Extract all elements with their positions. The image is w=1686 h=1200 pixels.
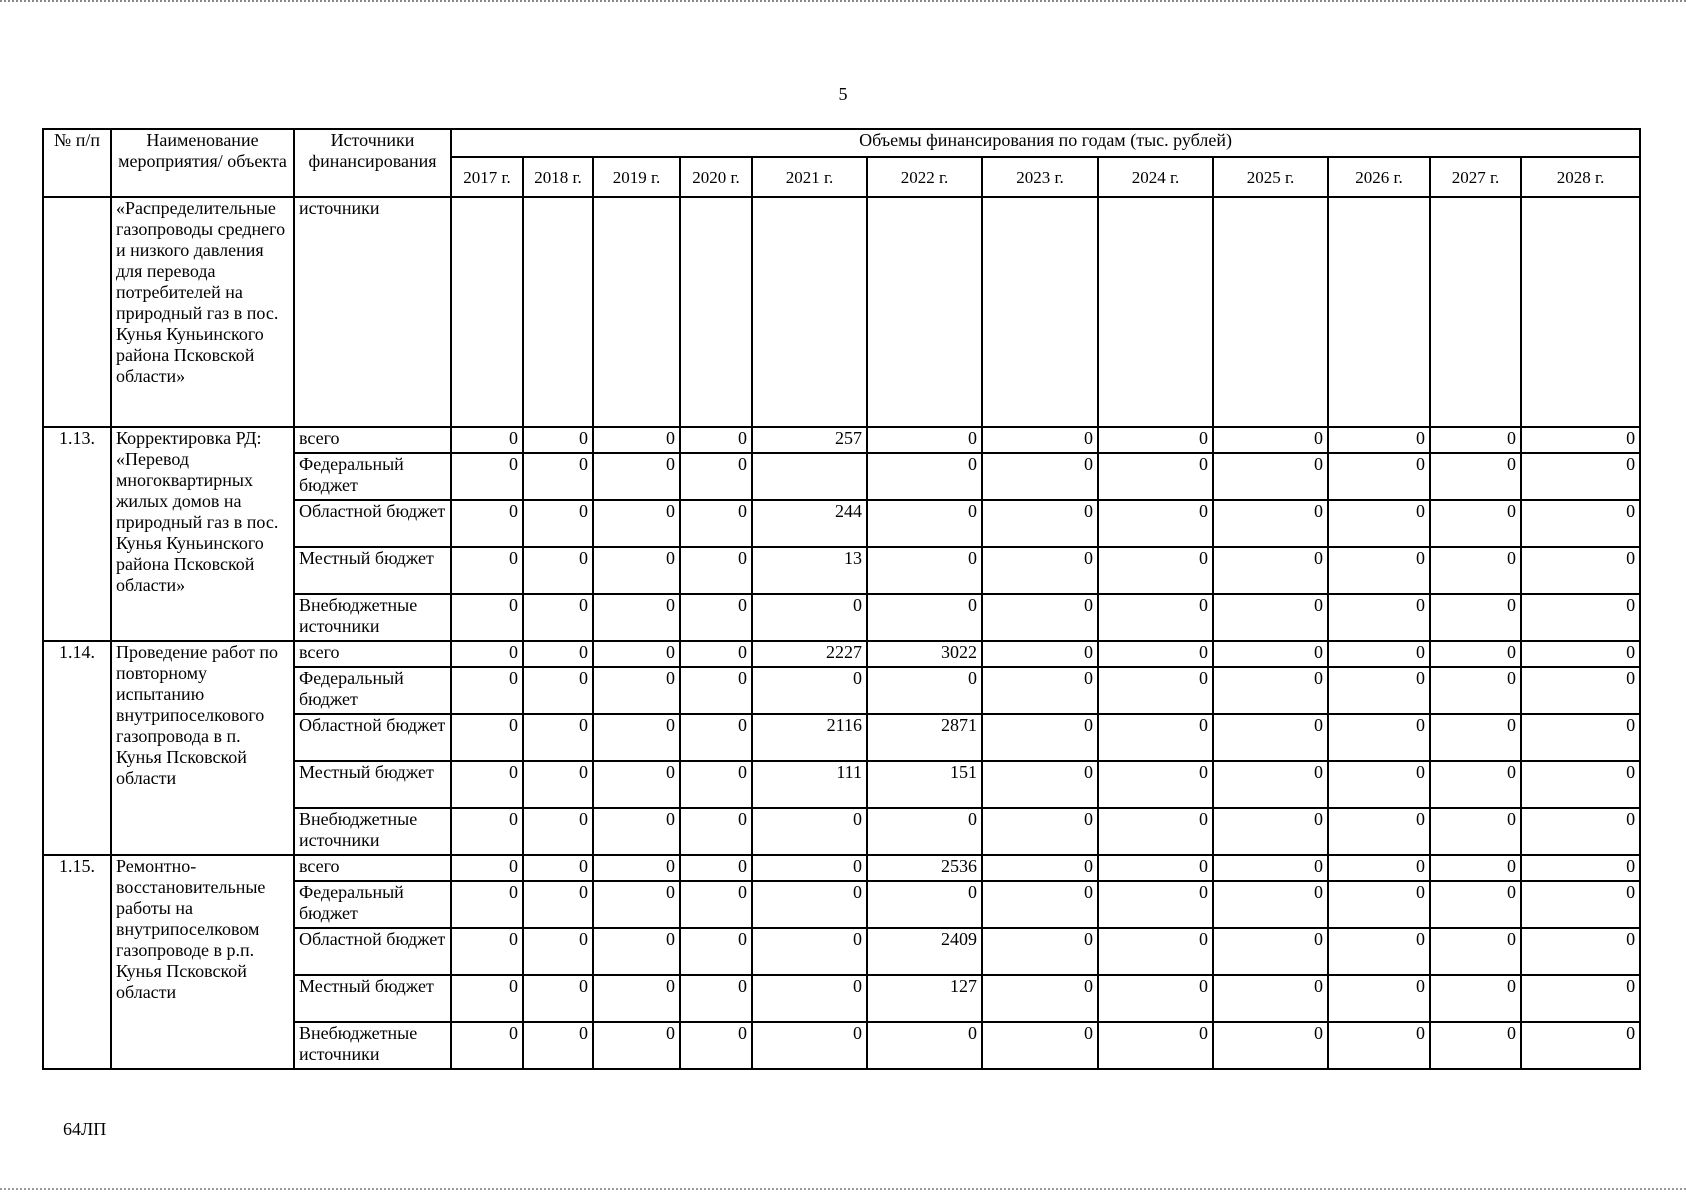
value-cell: 0 (982, 761, 1098, 808)
scan-edge-top (0, 0, 1686, 8)
source-cell: Внебюджетные источники (294, 594, 451, 641)
value-cell: 0 (1430, 855, 1521, 881)
value-cell: 0 (523, 1022, 593, 1069)
table-header (43, 129, 1640, 197)
value-cell: 0 (752, 928, 867, 975)
header-year-2028: 2028 г. (1521, 157, 1640, 197)
value-cell: 0 (1213, 1022, 1328, 1069)
continuation-empty-cell (982, 197, 1098, 427)
header-number: № п/п (43, 129, 111, 197)
source-cell: Областной бюджет (294, 714, 451, 761)
table-row (43, 427, 1640, 453)
value-cell: 0 (451, 1022, 523, 1069)
value-cell: 0 (1098, 714, 1213, 761)
header-financing-group: Объемы финансирования по годам (тыс. рублей) (451, 129, 1640, 157)
value-cell: 0 (680, 808, 752, 855)
value-cell: 0 (523, 594, 593, 641)
value-cell: 0 (1098, 761, 1213, 808)
value-cell: 0 (1521, 928, 1640, 975)
value-cell: 0 (1328, 547, 1430, 594)
value-cell: 0 (451, 975, 523, 1022)
source-cell: всего (294, 641, 451, 667)
continuation-empty-cell (680, 197, 752, 427)
table-row (43, 855, 1640, 881)
source-cell: Местный бюджет (294, 547, 451, 594)
value-cell: 0 (982, 500, 1098, 547)
value-cell: 0 (451, 928, 523, 975)
header-year-2024: 2024 г. (1098, 157, 1213, 197)
value-cell: 0 (1098, 594, 1213, 641)
header-year-2023: 2023 г. (982, 157, 1098, 197)
value-cell: 0 (982, 975, 1098, 1022)
value-cell: 0 (451, 714, 523, 761)
value-cell: 0 (1521, 1022, 1640, 1069)
value-cell: 0 (1098, 808, 1213, 855)
value-cell: 0 (752, 808, 867, 855)
continuation-empty-cell (752, 197, 867, 427)
value-cell: 0 (982, 928, 1098, 975)
value-cell: 0 (752, 1022, 867, 1069)
header-year-2026: 2026 г. (1328, 157, 1430, 197)
value-cell: 0 (1328, 714, 1430, 761)
value-cell: 0 (680, 547, 752, 594)
value-cell: 0 (1328, 928, 1430, 975)
value-cell: 0 (680, 427, 752, 453)
item-name-cell: Корректировка РД: «Перевод многоквартирных жилых домов на природный газ в пос. Кунья Куньинского района Псковской области» (111, 427, 294, 641)
value-cell: 0 (982, 808, 1098, 855)
value-cell: 0 (523, 547, 593, 594)
value-cell: 0 (1521, 667, 1640, 714)
value-cell: 0 (451, 427, 523, 453)
item-name-cell: Ремонтно-восстановительные работы на внутрипоселковом газопроводе в р.п. Кунья Псковской области (111, 855, 294, 1069)
value-cell: 0 (1213, 928, 1328, 975)
header-year-2019: 2019 г. (593, 157, 680, 197)
value-cell: 0 (593, 928, 680, 975)
source-cell: Федеральный бюджет (294, 667, 451, 714)
table-body (43, 197, 1640, 1069)
header-year-2020: 2020 г. (680, 157, 752, 197)
value-cell: 0 (1213, 881, 1328, 928)
value-cell: 0 (523, 641, 593, 667)
value-cell: 0 (867, 427, 982, 453)
source-cell: Федеральный бюджет (294, 881, 451, 928)
item-number-cell: 1.13. (43, 427, 111, 641)
value-cell: 0 (451, 641, 523, 667)
header-year-2027: 2027 г. (1430, 157, 1521, 197)
source-cell: Внебюджетные источники (294, 1022, 451, 1069)
value-cell: 0 (1098, 881, 1213, 928)
value-cell: 0 (680, 500, 752, 547)
value-cell: 0 (1521, 500, 1640, 547)
value-cell: 0 (523, 427, 593, 453)
value-cell: 0 (867, 808, 982, 855)
value-cell: 0 (1213, 500, 1328, 547)
value-cell: 0 (451, 453, 523, 500)
value-cell: 0 (1430, 427, 1521, 453)
value-cell: 13 (752, 547, 867, 594)
value-cell: 0 (1521, 594, 1640, 641)
value-cell: 0 (867, 500, 982, 547)
value-cell: 0 (982, 1022, 1098, 1069)
value-cell: 0 (593, 975, 680, 1022)
financing-table (42, 128, 1641, 1070)
value-cell: 0 (593, 808, 680, 855)
value-cell: 0 (867, 453, 982, 500)
value-cell: 0 (1098, 855, 1213, 881)
value-cell: 0 (1098, 547, 1213, 594)
value-cell: 0 (593, 547, 680, 594)
value-cell: 0 (1328, 594, 1430, 641)
value-cell: 0 (593, 714, 680, 761)
value-cell: 0 (593, 594, 680, 641)
value-cell: 0 (593, 1022, 680, 1069)
value-cell: 244 (752, 500, 867, 547)
value-cell: 0 (982, 427, 1098, 453)
value-cell: 0 (1430, 500, 1521, 547)
header-year-2022: 2022 г. (867, 157, 982, 197)
value-cell: 0 (1098, 975, 1213, 1022)
value-cell: 0 (752, 975, 867, 1022)
value-cell: 0 (451, 881, 523, 928)
continuation-source-cell: источники (294, 197, 451, 427)
value-cell: 0 (1328, 500, 1430, 547)
value-cell: 0 (982, 641, 1098, 667)
table-row (43, 641, 1640, 667)
item-number-cell: 1.15. (43, 855, 111, 1069)
value-cell: 0 (1213, 855, 1328, 881)
value-cell: 0 (1430, 975, 1521, 1022)
value-cell: 0 (680, 453, 752, 500)
value-cell: 0 (1521, 881, 1640, 928)
source-cell: Внебюджетные источники (294, 808, 451, 855)
value-cell: 0 (680, 667, 752, 714)
value-cell: 0 (523, 975, 593, 1022)
source-cell: Местный бюджет (294, 761, 451, 808)
value-cell: 151 (867, 761, 982, 808)
item-name-cell: Проведение работ по повторному испытанию внутрипоселкового газопровода в п. Кунья Псковской области (111, 641, 294, 855)
value-cell: 0 (1430, 453, 1521, 500)
value-cell: 0 (1328, 808, 1430, 855)
value-cell: 0 (752, 881, 867, 928)
value-cell: 0 (593, 500, 680, 547)
value-cell: 0 (523, 453, 593, 500)
value-cell: 0 (752, 667, 867, 714)
value-cell: 0 (593, 761, 680, 808)
value-cell: 0 (982, 453, 1098, 500)
value-cell: 0 (523, 881, 593, 928)
value-cell: 0 (523, 855, 593, 881)
continuation-empty-cell (1328, 197, 1430, 427)
continuation-empty-cell (1213, 197, 1328, 427)
header-name: Наименование мероприятия/ объекта (111, 129, 294, 197)
value-cell: 0 (1098, 641, 1213, 667)
value-cell: 0 (451, 761, 523, 808)
value-cell: 0 (1098, 500, 1213, 547)
value-cell: 0 (680, 855, 752, 881)
value-cell: 0 (1213, 453, 1328, 500)
value-cell: 0 (523, 667, 593, 714)
document-code: 64ЛП (63, 1119, 107, 1139)
header-year-2017: 2017 г. (451, 157, 523, 197)
value-cell: 0 (451, 855, 523, 881)
value-cell: 0 (451, 547, 523, 594)
value-cell: 0 (1098, 453, 1213, 500)
value-cell: 0 (1098, 667, 1213, 714)
value-cell: 0 (1328, 453, 1430, 500)
value-cell: 0 (752, 594, 867, 641)
value-cell: 0 (1098, 1022, 1213, 1069)
value-cell: 0 (523, 928, 593, 975)
value-cell: 0 (523, 500, 593, 547)
value-cell: 0 (593, 855, 680, 881)
value-cell: 0 (1328, 761, 1430, 808)
value-cell: 0 (1328, 667, 1430, 714)
value-cell: 0 (1430, 594, 1521, 641)
value-cell: 0 (1213, 427, 1328, 453)
value-cell: 0 (1328, 855, 1430, 881)
header-year-2018: 2018 г. (523, 157, 593, 197)
value-cell: 0 (1328, 1022, 1430, 1069)
value-cell: 0 (982, 667, 1098, 714)
continuation-empty-cell (1430, 197, 1521, 427)
value-cell: 0 (1521, 808, 1640, 855)
value-cell: 0 (593, 667, 680, 714)
value-cell: 0 (1521, 547, 1640, 594)
value-cell: 0 (1328, 427, 1430, 453)
value-cell: 0 (1430, 1022, 1521, 1069)
value-cell: 0 (593, 453, 680, 500)
source-cell: Федеральный бюджет (294, 453, 451, 500)
value-cell: 0 (680, 761, 752, 808)
value-cell: 0 (1521, 855, 1640, 881)
value-cell: 0 (1213, 808, 1328, 855)
value-cell: 0 (752, 855, 867, 881)
value-cell: 0 (680, 881, 752, 928)
value-cell: 0 (982, 881, 1098, 928)
value-cell: 0 (1430, 808, 1521, 855)
value-cell: 0 (867, 881, 982, 928)
value-cell: 0 (1521, 975, 1640, 1022)
value-cell: 0 (680, 975, 752, 1022)
value-cell: 0 (1521, 453, 1640, 500)
value-cell: 0 (867, 594, 982, 641)
value-cell: 0 (982, 855, 1098, 881)
value-cell: 0 (867, 547, 982, 594)
value-cell: 0 (523, 808, 593, 855)
value-cell: 0 (1213, 761, 1328, 808)
value-cell: 0 (1213, 714, 1328, 761)
value-cell: 0 (680, 928, 752, 975)
continuation-empty-cell (1098, 197, 1213, 427)
value-cell: 2536 (867, 855, 982, 881)
value-cell: 0 (1328, 641, 1430, 667)
value-cell: 0 (1098, 427, 1213, 453)
value-cell: 0 (593, 881, 680, 928)
value-cell: 0 (1521, 761, 1640, 808)
value-cell: 0 (1328, 975, 1430, 1022)
scan-edge-bottom (0, 1188, 1686, 1196)
value-cell: 0 (680, 594, 752, 641)
continuation-name-cell: «Распределительные газопроводы среднего и низкого давления для перевода потребителей на природный газ в пос. Кунья Куньинского района Псковской области» (111, 197, 294, 427)
value-cell: 0 (1430, 881, 1521, 928)
value-cell: 0 (1430, 547, 1521, 594)
value-cell: 0 (867, 1022, 982, 1069)
value-cell: 3022 (867, 641, 982, 667)
value-cell: 2116 (752, 714, 867, 761)
value-cell: 0 (1430, 714, 1521, 761)
value-cell: 0 (1328, 881, 1430, 928)
source-cell: Местный бюджет (294, 975, 451, 1022)
value-cell: 0 (1521, 641, 1640, 667)
value-cell: 0 (1213, 667, 1328, 714)
value-cell: 0 (593, 427, 680, 453)
value-cell: 0 (680, 1022, 752, 1069)
source-cell: Областной бюджет (294, 500, 451, 547)
value-cell: 257 (752, 427, 867, 453)
header-source: Источники финансирования (294, 129, 451, 197)
value-cell: 127 (867, 975, 982, 1022)
value-cell: 0 (1521, 714, 1640, 761)
continuation-number-cell (43, 197, 111, 427)
value-cell: 0 (451, 667, 523, 714)
value-cell: 111 (752, 761, 867, 808)
continuation-empty-cell (593, 197, 680, 427)
source-cell: всего (294, 855, 451, 881)
value-cell: 0 (1430, 641, 1521, 667)
value-cell: 0 (1430, 928, 1521, 975)
value-cell: 0 (867, 667, 982, 714)
value-cell: 2227 (752, 641, 867, 667)
value-cell: 0 (451, 500, 523, 547)
source-cell: Областной бюджет (294, 928, 451, 975)
value-cell: 0 (593, 641, 680, 667)
header-year-2025: 2025 г. (1213, 157, 1328, 197)
value-cell (752, 453, 867, 500)
value-cell: 0 (1213, 641, 1328, 667)
value-cell: 0 (1213, 547, 1328, 594)
header-year-2021: 2021 г. (752, 157, 867, 197)
value-cell: 0 (982, 714, 1098, 761)
value-cell: 0 (1213, 975, 1328, 1022)
value-cell: 0 (1098, 928, 1213, 975)
continuation-empty-cell (523, 197, 593, 427)
value-cell: 0 (523, 761, 593, 808)
value-cell: 0 (1430, 761, 1521, 808)
value-cell: 0 (451, 808, 523, 855)
value-cell: 0 (451, 594, 523, 641)
value-cell: 0 (982, 547, 1098, 594)
value-cell: 0 (1213, 594, 1328, 641)
value-cell: 0 (982, 594, 1098, 641)
continuation-row (43, 197, 1640, 427)
value-cell: 0 (1430, 667, 1521, 714)
continuation-empty-cell (867, 197, 982, 427)
value-cell: 2409 (867, 928, 982, 975)
value-cell: 0 (523, 714, 593, 761)
value-cell: 0 (1521, 427, 1640, 453)
continuation-empty-cell (451, 197, 523, 427)
source-cell: всего (294, 427, 451, 453)
item-number-cell: 1.14. (43, 641, 111, 855)
value-cell: 0 (680, 641, 752, 667)
value-cell: 2871 (867, 714, 982, 761)
continuation-empty-cell (1521, 197, 1640, 427)
page-number: 5 (838, 84, 848, 104)
value-cell: 0 (680, 714, 752, 761)
